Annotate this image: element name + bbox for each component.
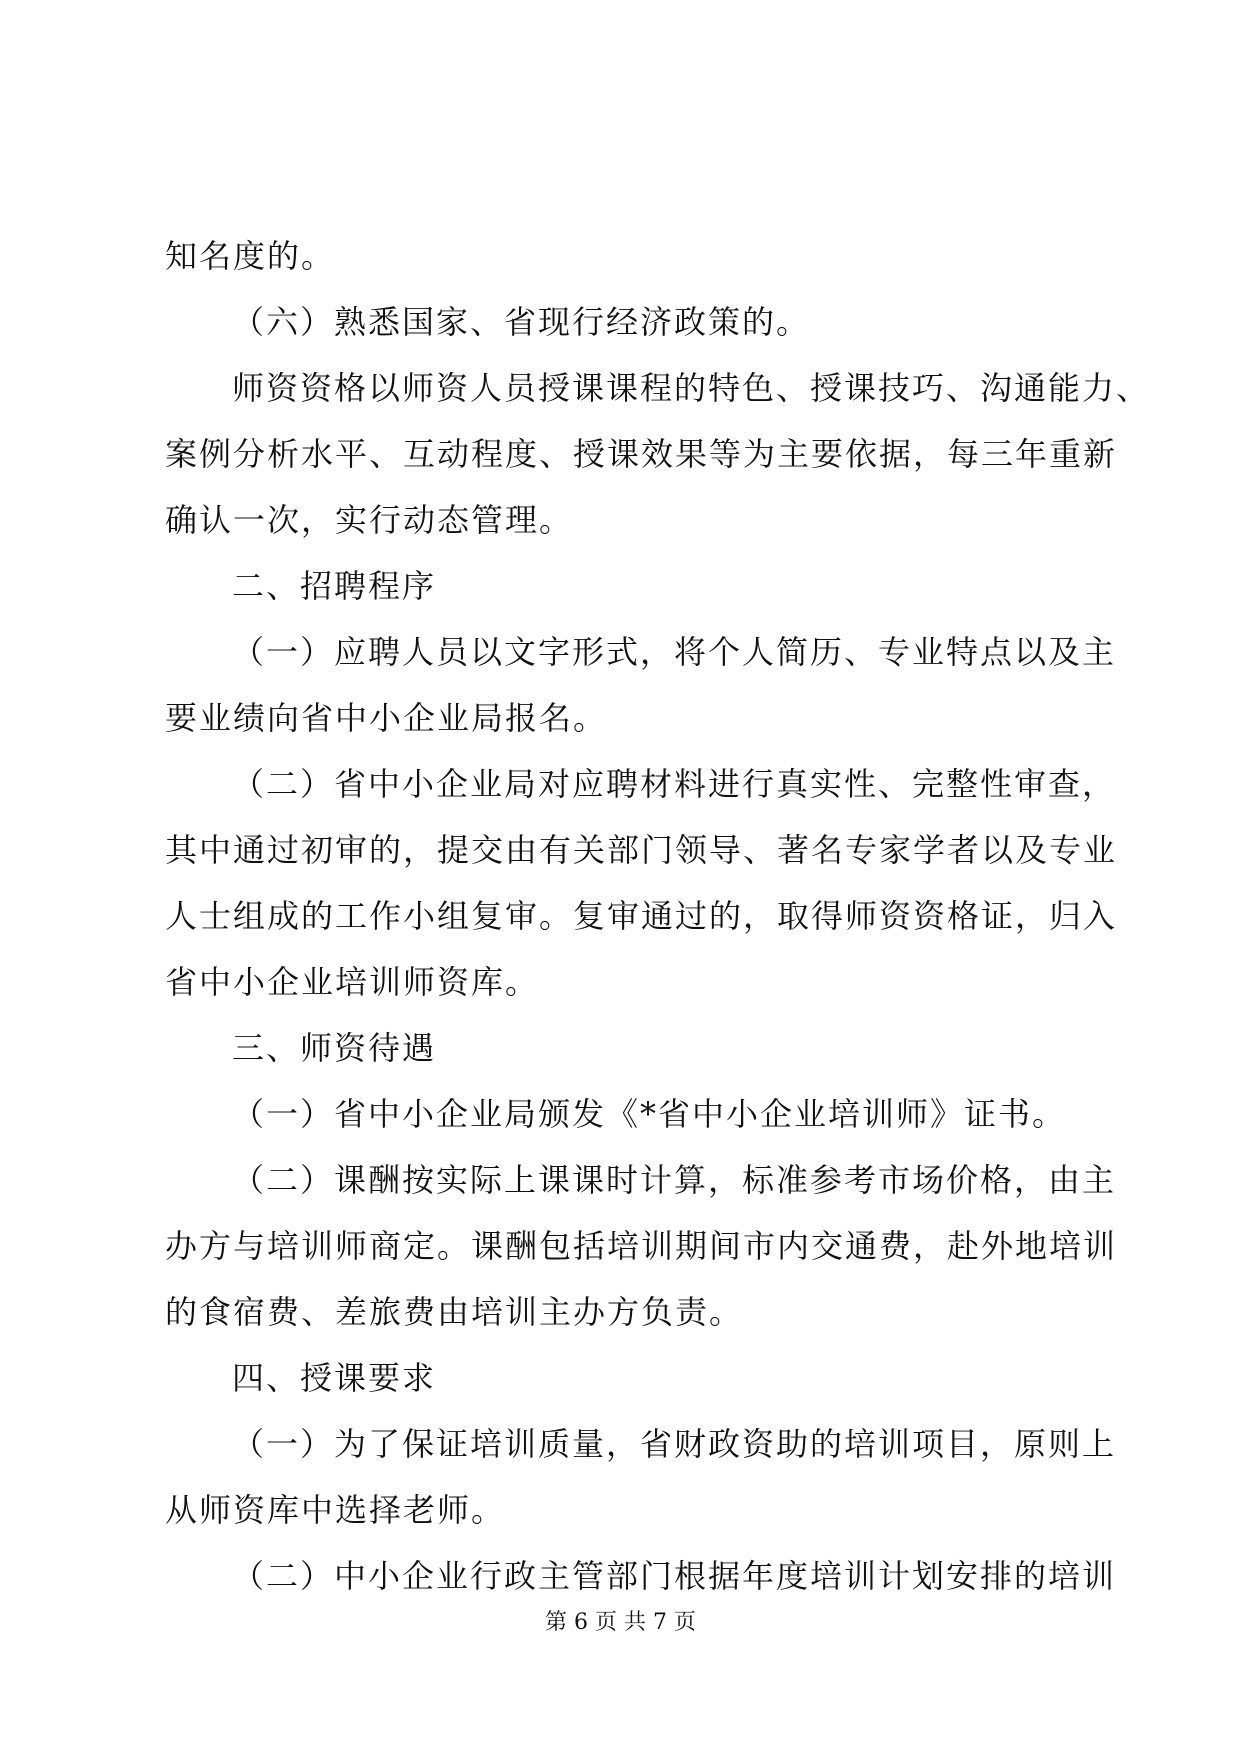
section-heading: 三、师资待遇 xyxy=(232,1029,437,1067)
page-number-footer: 第 6 页 共 7 页 xyxy=(545,1610,696,1635)
body-line: （二）省中小企业局对应聘材料进行真实性、完整性审查， xyxy=(232,765,1117,803)
body-line: 办方与培训师商定。课酬包括培训期间市内交通费，赴外地培训 xyxy=(165,1227,1118,1265)
body-line: （二）中小企业行政主管部门根据年度培训计划安排的培训 xyxy=(232,1557,1117,1595)
body-line: （六）熟悉国家、省现行经济政策的。 xyxy=(232,303,811,341)
body-line: 知名度的。 xyxy=(165,237,336,275)
body-line: （一）为了保证培训质量，省财政资助的培训项目，原则上 xyxy=(232,1425,1117,1463)
body-line: （一）应聘人员以文字形式，将个人简历、专业特点以及主 xyxy=(232,633,1117,671)
body-line: 师资资格以师资人员授课课程的特色、授课技巧、沟通能力、 xyxy=(232,369,1151,407)
body-line: 的食宿费、差旅费由培训主办方负责。 xyxy=(165,1293,744,1331)
body-line: 案例分析水平、互动程度、授课效果等为主要依据，每三年重新 xyxy=(165,435,1118,473)
body-line: 省中小企业培训师资库。 xyxy=(165,963,540,1001)
body-line: 人士组成的工作小组复审。复审通过的，取得师资资格证，归入 xyxy=(165,897,1118,935)
section-heading: 四、授课要求 xyxy=(232,1359,437,1397)
body-line: 从师资库中选择老师。 xyxy=(165,1491,506,1529)
body-line: 要业绩向省中小企业局报名。 xyxy=(165,699,608,737)
body-line: 其中通过初审的，提交由有关部门领导、著名专家学者以及专业 xyxy=(165,831,1118,869)
body-line: 确认一次，实行动态管理。 xyxy=(165,501,574,539)
section-heading: 二、招聘程序 xyxy=(232,567,437,605)
body-line: （二）课酬按实际上课课时计算，标准参考市场价格，由主 xyxy=(232,1161,1117,1199)
body-line: （一）省中小企业局颁发《*省中小企业培训师》证书。 xyxy=(232,1095,1067,1133)
